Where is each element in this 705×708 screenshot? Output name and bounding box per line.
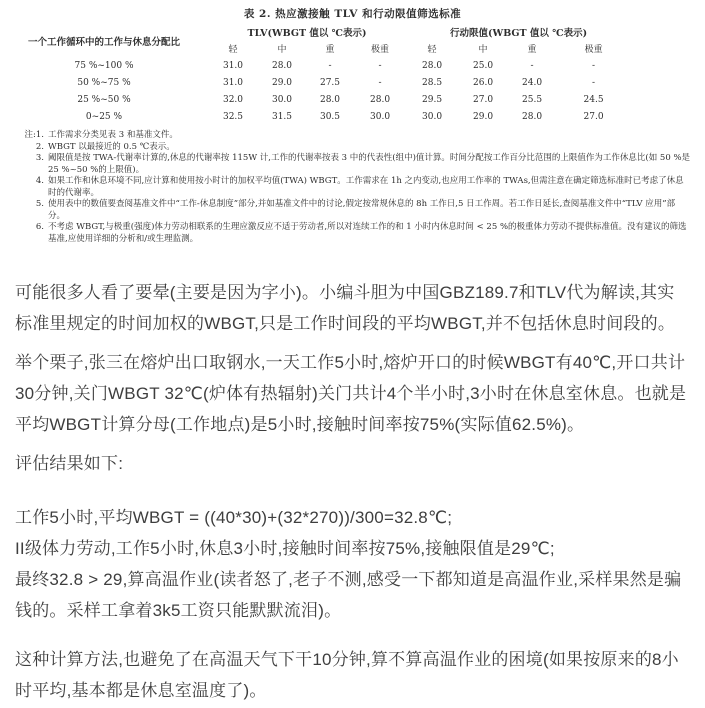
table-cell: 30.0: [422, 112, 443, 122]
workload-header: 中: [478, 45, 488, 55]
tlv-table: [0, 26, 631, 126]
table-cell: 28.0: [271, 61, 293, 71]
workload-header: 重: [527, 45, 537, 55]
table-cell: 25.0: [473, 61, 494, 71]
table-cell: -: [530, 61, 534, 71]
note-text: 使用表中的数值要查阅基准文件中“工作-休息制度”部分,并如基准文件中的讨论,假定按常规休息的 8h 工作日,5 日工作周。若工作日延长,查阅基准文件中“TLV 应用”部分。: [48, 199, 676, 221]
workload-header: 极重: [371, 45, 390, 55]
note-item: [24, 130, 692, 142]
table-cell: 25.5: [522, 95, 543, 105]
table-cell: 31.0: [222, 78, 244, 88]
table-cell: 29.5: [422, 95, 443, 105]
table-cell: 27.0: [583, 112, 604, 122]
table-cell: -: [592, 78, 596, 88]
row-label: 50 %~75 %: [77, 78, 131, 88]
table-cell: 26.0: [473, 78, 494, 88]
paragraph-formula: 工作5小时,平均WBGT = ((40*30)+(32*270))/300=32.8℃;: [15, 508, 453, 527]
table-cell: 32.0: [222, 95, 244, 105]
note-marker: 注:1.: [24, 130, 44, 140]
workload-header: 重: [325, 45, 335, 55]
table-cell: -: [328, 61, 332, 71]
note-text: 不考虑 WBGT,与极重(强度)体力劳动相联系的生理应激反应不适于劳动者,所以对连续工作的和 1 小时内休息时间 < 25 %的极重体力劳动不提供标准值。没有建议的筛选基准,应使用详细的分析和/或生理监测。: [48, 222, 687, 244]
table-cell: 29.0: [473, 112, 494, 122]
row-header: 一个工作循环中的工作与休息分配比: [27, 36, 180, 48]
note-text: 工作需求分类见表 3 和基准文件。: [48, 130, 178, 140]
table-cell: 30.0: [370, 112, 391, 122]
table-cell: 29.0: [271, 78, 293, 88]
paragraph-intro: 可能很多人看了要晕(主要是因为字小)。小编斗胆为中国GBZ189.7和TLV代为解读,其实标准里规定的时间加权的WBGT,只是工作时间段的平均WBGT,并不包括休息时间段的。: [15, 283, 676, 333]
table-row: [0, 109, 631, 126]
table-cell: 28.0: [319, 95, 341, 105]
note-text: 如果工作和休息环境不同,应计算和使用按小时计的加权平均值(TWA) WBGT。工作需求在 1h 之内变动,也应用工作率的 TWAs,但需注意在确定筛选标准时已考虑了休息时的代谢率。: [48, 176, 684, 198]
table-header-row: [0, 26, 631, 42]
note-item: [24, 142, 692, 154]
paragraph-conclusion: 最终32.8 > 29,算高温作业(读者怒了,老子不测,感受一下都知道是高温作业,采样果然是骗钱的。采样工拿着3k5工资只能默默流泪)。: [15, 570, 682, 620]
paragraph-limit: II级体力劳动,工作5小时,休息3小时,接触时间率按75%,接触限值是29℃;: [15, 539, 555, 558]
workload-header: 极重: [584, 45, 603, 55]
paragraph-result-heading: 评估结果如下:: [15, 454, 124, 473]
table-row: [0, 75, 631, 92]
table-cell: 30.5: [319, 112, 341, 122]
article-body: [0, 277, 705, 706]
table-cell: 31.0: [222, 61, 244, 71]
note-item: [24, 199, 692, 222]
table-cell: 31.5: [271, 112, 293, 122]
table-figure: [0, 0, 705, 245]
paragraph-example: 举个栗子,张三在熔炉出口取钢水,一天工作5小时,熔炉开口的时候WBGT有40℃,开口共计30分钟,关门WBGT 32℃(炉体有热辐射)关门共计4个半小时,3小时在休息室休息。也就是平均WBGT计算分母(工作地点)是5小时,接触时间率按75%(实际值62.5%)。: [15, 353, 687, 434]
workload-header: 轻: [427, 45, 437, 55]
paragraph-method-note: 这种计算方法,也避免了在高温天气下干10分钟,算不算高温作业的困境(如果按原来的8小时平均,基本都是休息室温度了)。: [15, 650, 679, 700]
table-row: [0, 58, 631, 75]
note-text: 阈限值是按 TWA-代谢率计算的,休息的代谢率按 115W 计,工作的代谢率按表 3 中的代表性(组中)值计算。时间分配按工作百分比范围的上限值作为工作休息比(如 50 %是 25 %~50 %的上限值)。: [48, 153, 691, 175]
table-cell: 28.0: [370, 95, 391, 105]
note-marker: 5.: [35, 199, 44, 209]
table-cell: 27.0: [473, 95, 494, 105]
note-marker: 3.: [35, 153, 44, 163]
table-cell: 24.0: [522, 78, 543, 88]
table-cell: 28.0: [422, 61, 443, 71]
table-cell: -: [378, 78, 382, 88]
table-row: [0, 92, 631, 109]
table-cell: 24.5: [583, 95, 604, 105]
workload-header: 轻: [228, 45, 238, 55]
row-label: 0~25 %: [85, 112, 123, 122]
action-limit-group-header: 行动限值(WBGT 值以 ℃表示): [450, 28, 588, 39]
table-cell: -: [592, 61, 596, 71]
workload-header: 中: [277, 45, 287, 55]
note-item: [24, 153, 692, 176]
note-item: [24, 222, 692, 245]
note-marker: 6.: [35, 222, 44, 232]
note-item: [24, 176, 692, 199]
table-cell: 30.0: [271, 95, 293, 105]
table-cell: 28.0: [522, 112, 543, 122]
table-cell: 28.5: [422, 78, 443, 88]
note-marker: 2.: [35, 141, 44, 152]
table-cell: 27.5: [319, 78, 341, 88]
row-label: 25 %~50 %: [77, 95, 131, 105]
table-notes: [24, 130, 692, 245]
note-text: WBGT 以最接近的 0.5 ℃表示。: [48, 141, 175, 152]
note-marker: 4.: [35, 176, 44, 186]
tlv-group-header: TLV(WBGT 值以 ℃表示): [247, 28, 367, 39]
table-cell: -: [378, 61, 382, 71]
table-title: 表 2. 热应激接触 TLV 和行动限值筛选标准: [243, 8, 462, 20]
table-cell: 32.5: [222, 112, 244, 122]
row-label: 75 %~100 %: [74, 61, 134, 71]
